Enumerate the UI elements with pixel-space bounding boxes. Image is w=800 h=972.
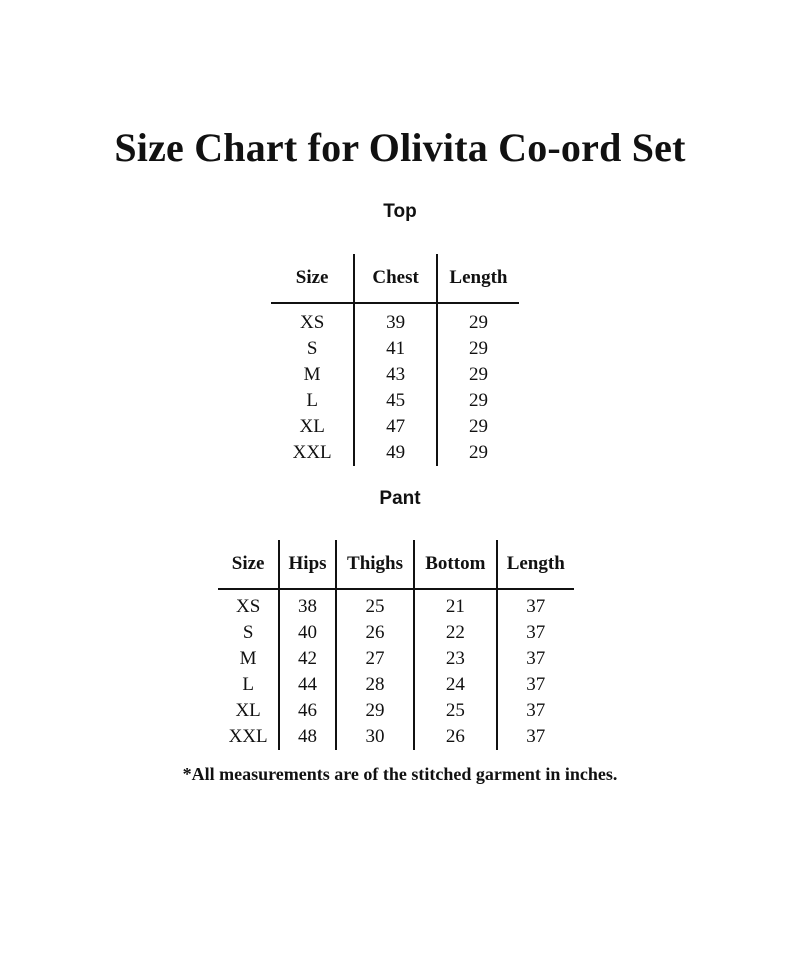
table-cell: 26 bbox=[414, 724, 496, 750]
table-cell: 47 bbox=[354, 414, 437, 440]
table-row bbox=[271, 336, 519, 362]
table-cell: 45 bbox=[354, 388, 437, 414]
table-cell: 43 bbox=[354, 362, 437, 388]
table-cell: 37 bbox=[497, 589, 575, 620]
table-cell: 40 bbox=[279, 620, 336, 646]
column-header: Thighs bbox=[336, 540, 414, 589]
table-cell: M bbox=[239, 648, 257, 669]
top-size-table bbox=[271, 254, 519, 466]
table-cell: 23 bbox=[414, 646, 496, 672]
table-cell: 49 bbox=[354, 440, 437, 466]
page-title: Size Chart for Olivita Co-ord Set bbox=[114, 125, 686, 170]
column-header: Bottom bbox=[414, 540, 496, 589]
table-cell: 26 bbox=[336, 620, 414, 646]
table-cell: 29 bbox=[437, 388, 519, 414]
table-cell: 37 bbox=[497, 620, 575, 646]
table-row bbox=[218, 646, 574, 672]
table-cell: 42 bbox=[279, 646, 336, 672]
table-cell: XXL bbox=[228, 726, 268, 747]
table-row bbox=[218, 724, 574, 750]
table-cell: XXL bbox=[292, 442, 332, 463]
table-cell: 25 bbox=[414, 698, 496, 724]
table-row bbox=[271, 362, 519, 388]
table-cell: S bbox=[242, 622, 254, 643]
table-row bbox=[218, 620, 574, 646]
table-header-row bbox=[218, 540, 574, 589]
table-cell: S bbox=[306, 338, 318, 359]
table-cell: 29 bbox=[437, 303, 519, 336]
table-cell: 29 bbox=[336, 698, 414, 724]
table-cell: 39 bbox=[354, 303, 437, 336]
table-cell: 30 bbox=[336, 724, 414, 750]
table-cell: 38 bbox=[279, 589, 336, 620]
table-cell: 27 bbox=[336, 646, 414, 672]
table-row bbox=[271, 440, 519, 466]
table-header-row bbox=[271, 254, 519, 303]
table-cell: 37 bbox=[497, 698, 575, 724]
table-cell: 37 bbox=[497, 672, 575, 698]
table-cell: 29 bbox=[437, 414, 519, 440]
table-cell: 22 bbox=[414, 620, 496, 646]
column-header: Length bbox=[437, 254, 519, 303]
table-cell: 28 bbox=[336, 672, 414, 698]
table-cell: XL bbox=[235, 700, 261, 721]
pant-section-label: Pant bbox=[379, 488, 421, 509]
table-cell: 24 bbox=[414, 672, 496, 698]
table-cell: XL bbox=[299, 416, 325, 437]
table-cell: 41 bbox=[354, 336, 437, 362]
table-cell: 46 bbox=[279, 698, 336, 724]
table-cell: L bbox=[242, 674, 254, 695]
table-cell: L bbox=[306, 390, 318, 411]
table-cell: 29 bbox=[437, 336, 519, 362]
pant-size-table bbox=[218, 540, 574, 750]
column-header: Chest bbox=[354, 254, 437, 303]
column-header: Hips bbox=[279, 540, 336, 589]
table-cell: 29 bbox=[437, 362, 519, 388]
top-section-label: Top bbox=[383, 201, 417, 222]
column-header: Size bbox=[271, 254, 354, 303]
measurement-footnote: *All measurements are of the stitched garment in inches. bbox=[182, 764, 618, 784]
table-cell: 44 bbox=[279, 672, 336, 698]
table-row bbox=[218, 698, 574, 724]
column-header: Length bbox=[497, 540, 575, 589]
table-row bbox=[271, 388, 519, 414]
table-cell: 21 bbox=[414, 589, 496, 620]
table-row bbox=[271, 414, 519, 440]
table-cell: 37 bbox=[497, 646, 575, 672]
column-header: Size bbox=[218, 540, 279, 589]
table-cell: 48 bbox=[279, 724, 336, 750]
table-cell: 25 bbox=[336, 589, 414, 620]
table-row bbox=[218, 589, 574, 620]
table-row bbox=[218, 672, 574, 698]
table-cell: XS bbox=[235, 596, 261, 617]
table-cell: XS bbox=[299, 312, 325, 333]
table-cell: 29 bbox=[437, 440, 519, 466]
table-cell: 37 bbox=[497, 724, 575, 750]
table-cell: M bbox=[303, 364, 321, 385]
table-row bbox=[271, 303, 519, 336]
